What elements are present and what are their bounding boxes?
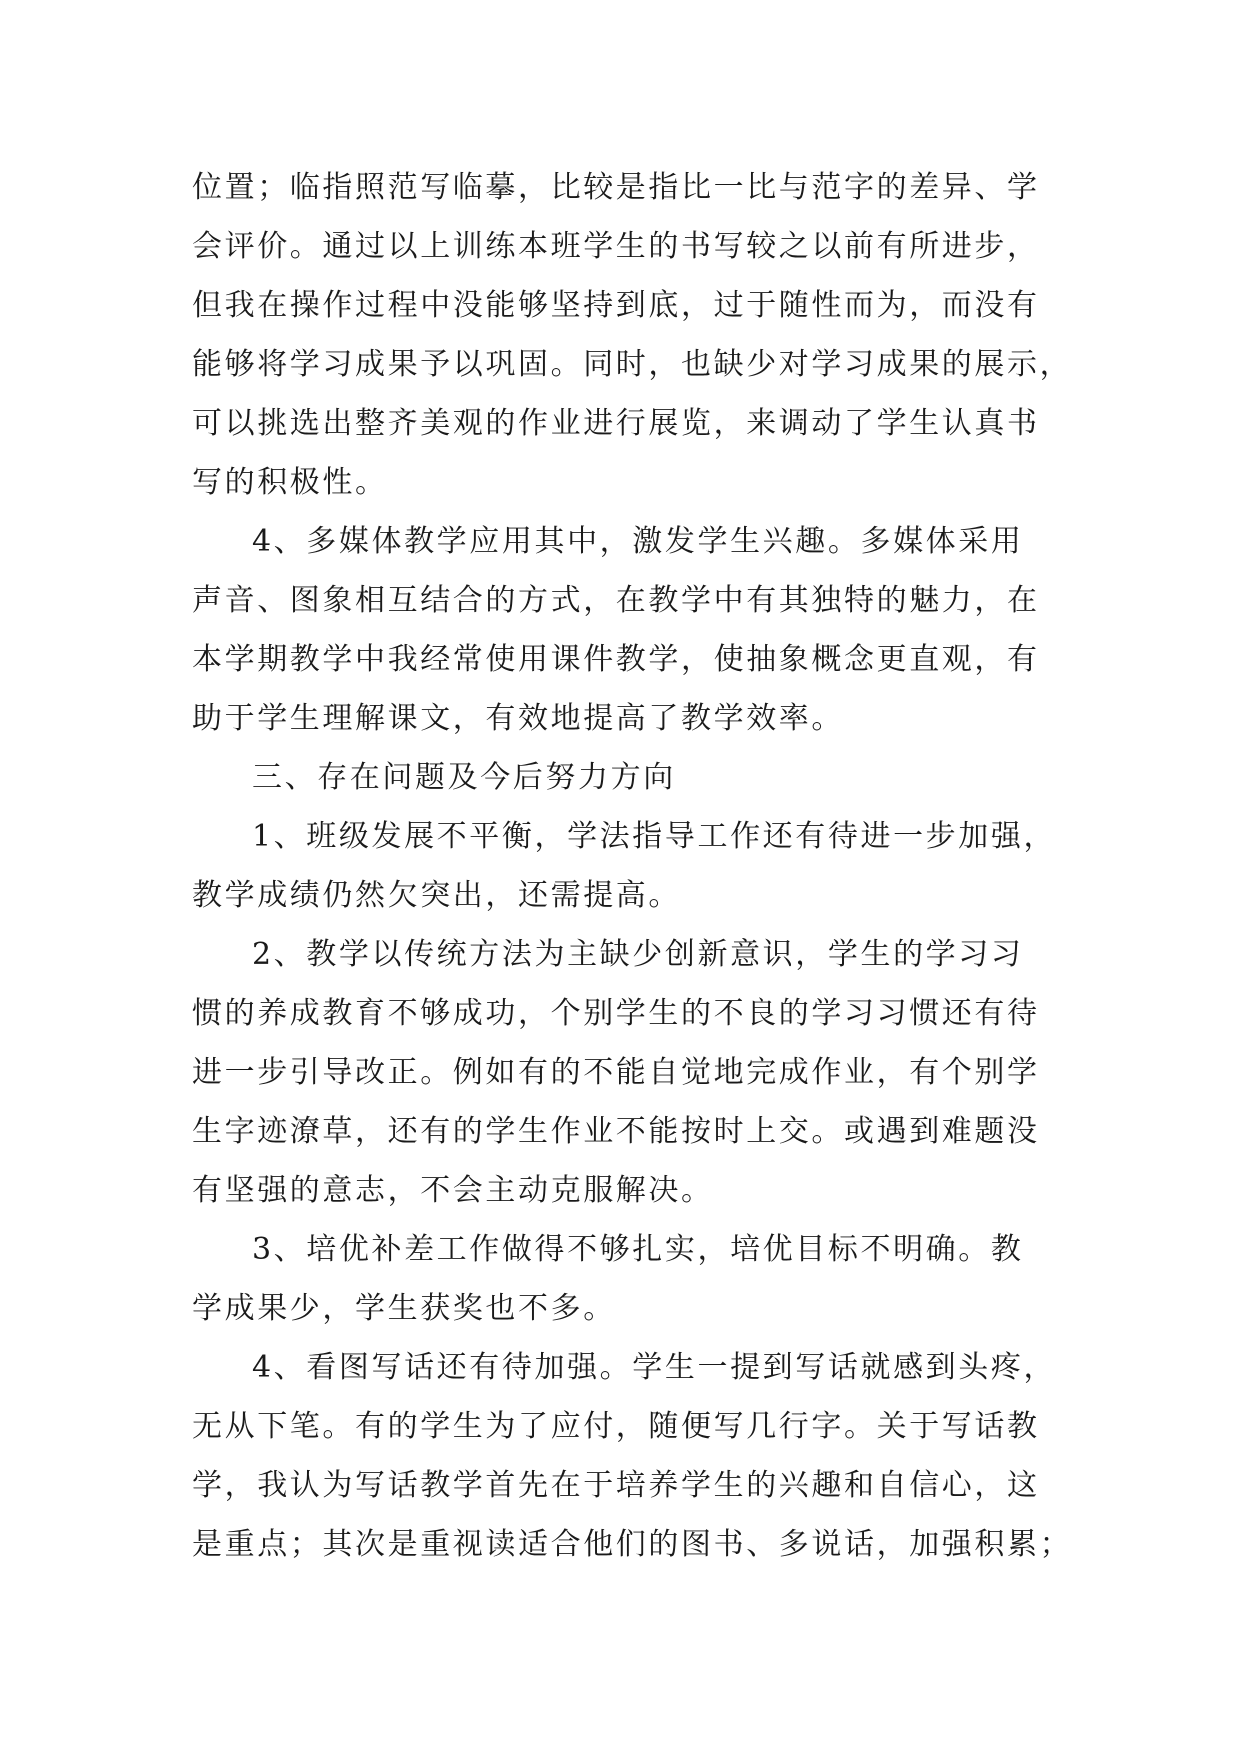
text-line: 学，我认为写话教学首先在于培养学生的兴趣和自信心，这 bbox=[192, 1468, 1040, 1503]
document-body bbox=[192, 158, 1073, 1574]
text-line: 助于学生理解课文，有效地提高了教学效率。 bbox=[192, 701, 844, 736]
text-line: 惯的养成教育不够成功，个别学生的不良的学习习惯还有待 bbox=[192, 996, 1040, 1031]
paragraph-start-line: 3、培优补差工作做得不够扎实，培优目标不明确。教 bbox=[252, 1232, 1024, 1267]
text-line: 进一步引导改正。例如有的不能自觉地完成作业，有个别学 bbox=[192, 1055, 1040, 1090]
text-line: 有坚强的意志，不会主动克服解决。 bbox=[192, 1173, 714, 1208]
paragraph-start-line: 1、班级发展不平衡，学法指导工作还有待进一步加强， bbox=[252, 819, 1057, 854]
text-line: 写的积极性。 bbox=[192, 465, 388, 500]
text-line: 生字迹潦草，还有的学生作业不能按时上交。或遇到难题没 bbox=[192, 1114, 1040, 1149]
text-line: 但我在操作过程中没能够坚持到底，过于随性而为，而没有 bbox=[192, 288, 1040, 323]
text-line: 是重点；其次是重视读适合他们的图书、多说话，加强积累； bbox=[192, 1527, 1073, 1562]
section-heading: 三、存在问题及今后努力方向 bbox=[252, 760, 676, 795]
paragraph-start-line: 2、教学以传统方法为主缺少创新意识，学生的学习习 bbox=[252, 937, 1024, 972]
text-line: 会评价。通过以上训练本班学生的书写较之以前有所进步， bbox=[192, 229, 1040, 264]
text-line: 可以挑选出整齐美观的作业进行展览，来调动了学生认真书 bbox=[192, 406, 1040, 441]
text-line: 位置；临指照范写临摹，比较是指比一比与范字的差异、学 bbox=[192, 170, 1040, 205]
text-line: 本学期教学中我经常使用课件教学，使抽象概念更直观，有 bbox=[192, 642, 1040, 677]
text-line: 声音、图象相互结合的方式，在教学中有其独特的魅力，在 bbox=[192, 583, 1040, 618]
text-line: 教学成绩仍然欠突出，还需提高。 bbox=[192, 878, 681, 913]
paragraph-start-line: 4、看图写话还有待加强。学生一提到写话就感到头疼， bbox=[252, 1350, 1057, 1385]
text-line: 无从下笔。有的学生为了应付，随便写几行字。关于写话教 bbox=[192, 1409, 1040, 1444]
text-line: 能够将学习成果予以巩固。同时，也缺少对学习成果的展示， bbox=[192, 347, 1073, 382]
paragraph-start-line: 4、多媒体教学应用其中，激发学生兴趣。多媒体采用 bbox=[252, 524, 1024, 559]
text-line: 学成果少，学生获奖也不多。 bbox=[192, 1291, 616, 1326]
